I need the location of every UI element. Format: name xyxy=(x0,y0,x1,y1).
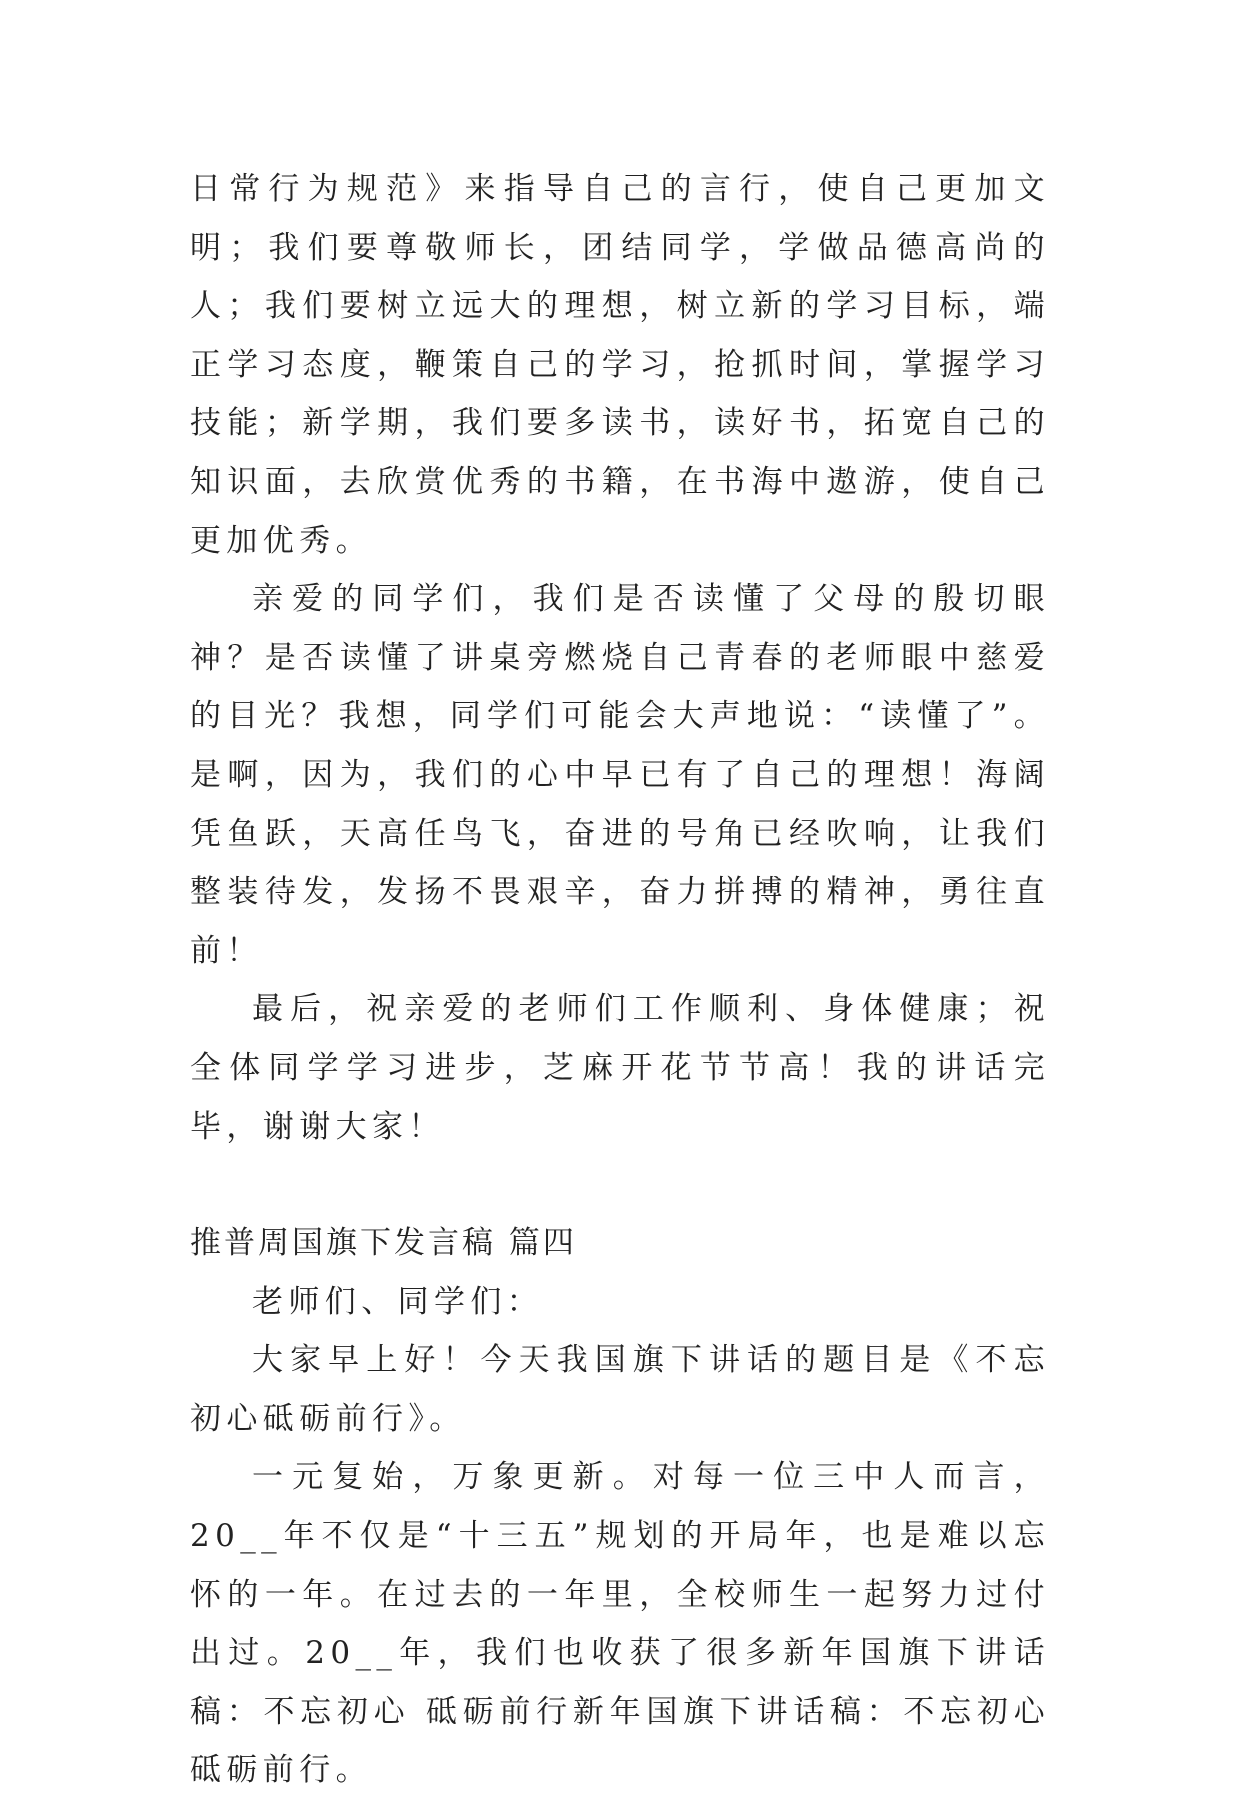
salutation: 老师们、同学们： xyxy=(252,1283,544,1320)
section-heading: 推普周国旗下发言稿 篇四 xyxy=(190,1225,577,1262)
document-body xyxy=(190,160,1050,1800)
paragraph-continued: 日常行为规范》来指导自己的言行，使自己更加文明；我们要尊敬师长，团结同学，学做品德高尚的人；我们要树立远大的理想，树立新的学习目标，端正学习态度，鞭策自己的学习，抢抓时间，掌握学习技能；新学期，我们要多读书，读好书，拓宽自己的知识面，去欣赏优秀的书籍，在书海中遨游，使自己更加优秀。 xyxy=(190,171,1050,559)
paragraph: 一元复始，万象更新。对每一位三中人而言，20__年不仅是“十三五”规划的开局年，也是难以忘怀的一年。在过去的一年里，全校师生一起努力过付出过。20__年，我们也收获了很多新年国旗下讲话稿：不忘初心 砥砺前行新年国旗下讲话稿：不忘初心 砥砺前行。 xyxy=(190,1459,1050,1789)
paragraph: 亲爱的同学们，我们是否读懂了父母的殷切眼神？是否读懂了讲桌旁燃烧自己青春的老师眼中慈爱的目光？我想，同学们可能会大声地说：“读懂了”。是啊，因为，我们的心中早已有了自己的理想！海阔凭鱼跃，天高任鸟飞，奋进的号角已经吹响，让我们整装待发，发扬不畏艰辛，奋力拼搏的精神，勇往直前！ xyxy=(190,581,1050,969)
paragraph: 大家早上好！今天我国旗下讲话的题目是《不忘初心砥砺前行》。 xyxy=(190,1342,1050,1437)
paragraph: 最后，祝亲爱的老师们工作顺利、身体健康；祝全体同学学习进步，芝麻开花节节高！我的讲话完毕，谢谢大家！ xyxy=(190,991,1050,1145)
